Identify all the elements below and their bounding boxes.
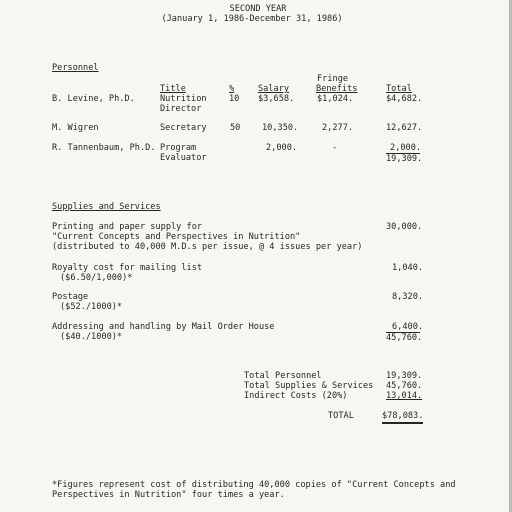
personnel-row-fringe: - (332, 143, 338, 153)
summary-label: Total Supplies & Services (244, 381, 374, 391)
supplies-subtotal: 45,760. (386, 333, 423, 343)
supply-item-amount: 1,040. (392, 263, 424, 273)
col-fringe-header-2: Benefits (316, 84, 358, 94)
grand-total-amount: $78,083. (382, 412, 423, 424)
col-title-header: Title (160, 84, 186, 94)
personnel-row-salary: 10,350. (262, 123, 299, 133)
supply-item-line: Royalty cost for mailing list (52, 263, 203, 273)
personnel-subtotal: 19,309. (386, 154, 423, 164)
personnel-row-pct: 50 (230, 123, 241, 133)
personnel-row-salary: $3,658. (258, 94, 295, 104)
col-pct-header: % (229, 84, 235, 94)
col-total-header: Total (386, 84, 412, 94)
supply-item-line: ($6.50/1,000)* (60, 273, 133, 283)
supply-item-amount: 30,000. (386, 222, 423, 232)
col-salary-header: Salary (258, 84, 290, 94)
supply-item-line: ($40./1000)* (60, 332, 123, 342)
personnel-row-total: 12,627. (386, 123, 423, 133)
supply-item-amount: 8,320. (392, 292, 424, 302)
page-title: SECOND YEAR (229, 4, 287, 14)
summary-amount: 19,309. (386, 371, 423, 381)
supplies-heading: Supplies and Services (52, 202, 161, 212)
personnel-row-title-cont: Evaluator (160, 153, 207, 163)
personnel-row-pct: 10 (229, 94, 240, 104)
summary-amount: 45,760. (386, 381, 423, 391)
personnel-row-title: Nutrition (160, 94, 207, 104)
supply-item-line: ($52./1000)* (60, 302, 123, 312)
supply-item-line: (distributed to 40,000 M.D.s per issue, @ 4 issues per year) (52, 242, 363, 252)
personnel-row-name: M. Wigren (52, 123, 99, 133)
footnote-line: Perspectives in Nutrition" four times a year. (52, 490, 285, 500)
personnel-row-salary: 2,000. (266, 143, 298, 153)
personnel-row-total: $4,682. (386, 94, 423, 104)
supply-item-line: Printing and paper supply for (52, 222, 203, 232)
summary-label: Total Personnel (244, 371, 322, 381)
personnel-row-title: Program (160, 143, 197, 153)
grand-total-label: TOTAL (328, 411, 354, 421)
personnel-row-fringe: $1,024. (317, 94, 354, 104)
footnote-line: *Figures represent cost of distributing 40,000 copies of "Current Concepts and (52, 480, 456, 490)
personnel-row-total: 2,000. (390, 143, 422, 153)
summary-label: Indirect Costs (20%) (244, 391, 348, 401)
col-fringe-header-1: Fringe (317, 74, 349, 84)
personnel-row-title: Secretary (160, 123, 207, 133)
supply-item-amount: 6,400. (392, 322, 424, 332)
personnel-row-title-cont: Director (160, 104, 202, 114)
personnel-heading: Personnel (52, 63, 99, 73)
summary-amount: 13,014. (386, 391, 423, 401)
personnel-row-name: B. Levine, Ph.D. (52, 94, 135, 104)
supply-item-line: Postage (52, 292, 89, 302)
supply-item-line: "Current Concepts and Perspectives in Nutrition" (52, 232, 301, 242)
supply-item-line: Addressing and handling by Mail Order House (52, 322, 275, 332)
personnel-row-fringe: 2,277. (322, 123, 354, 133)
personnel-row-name: R. Tannenbaum, Ph.D. (52, 143, 156, 153)
page-period: (January 1, 1986-December 31, 1986) (161, 14, 343, 24)
